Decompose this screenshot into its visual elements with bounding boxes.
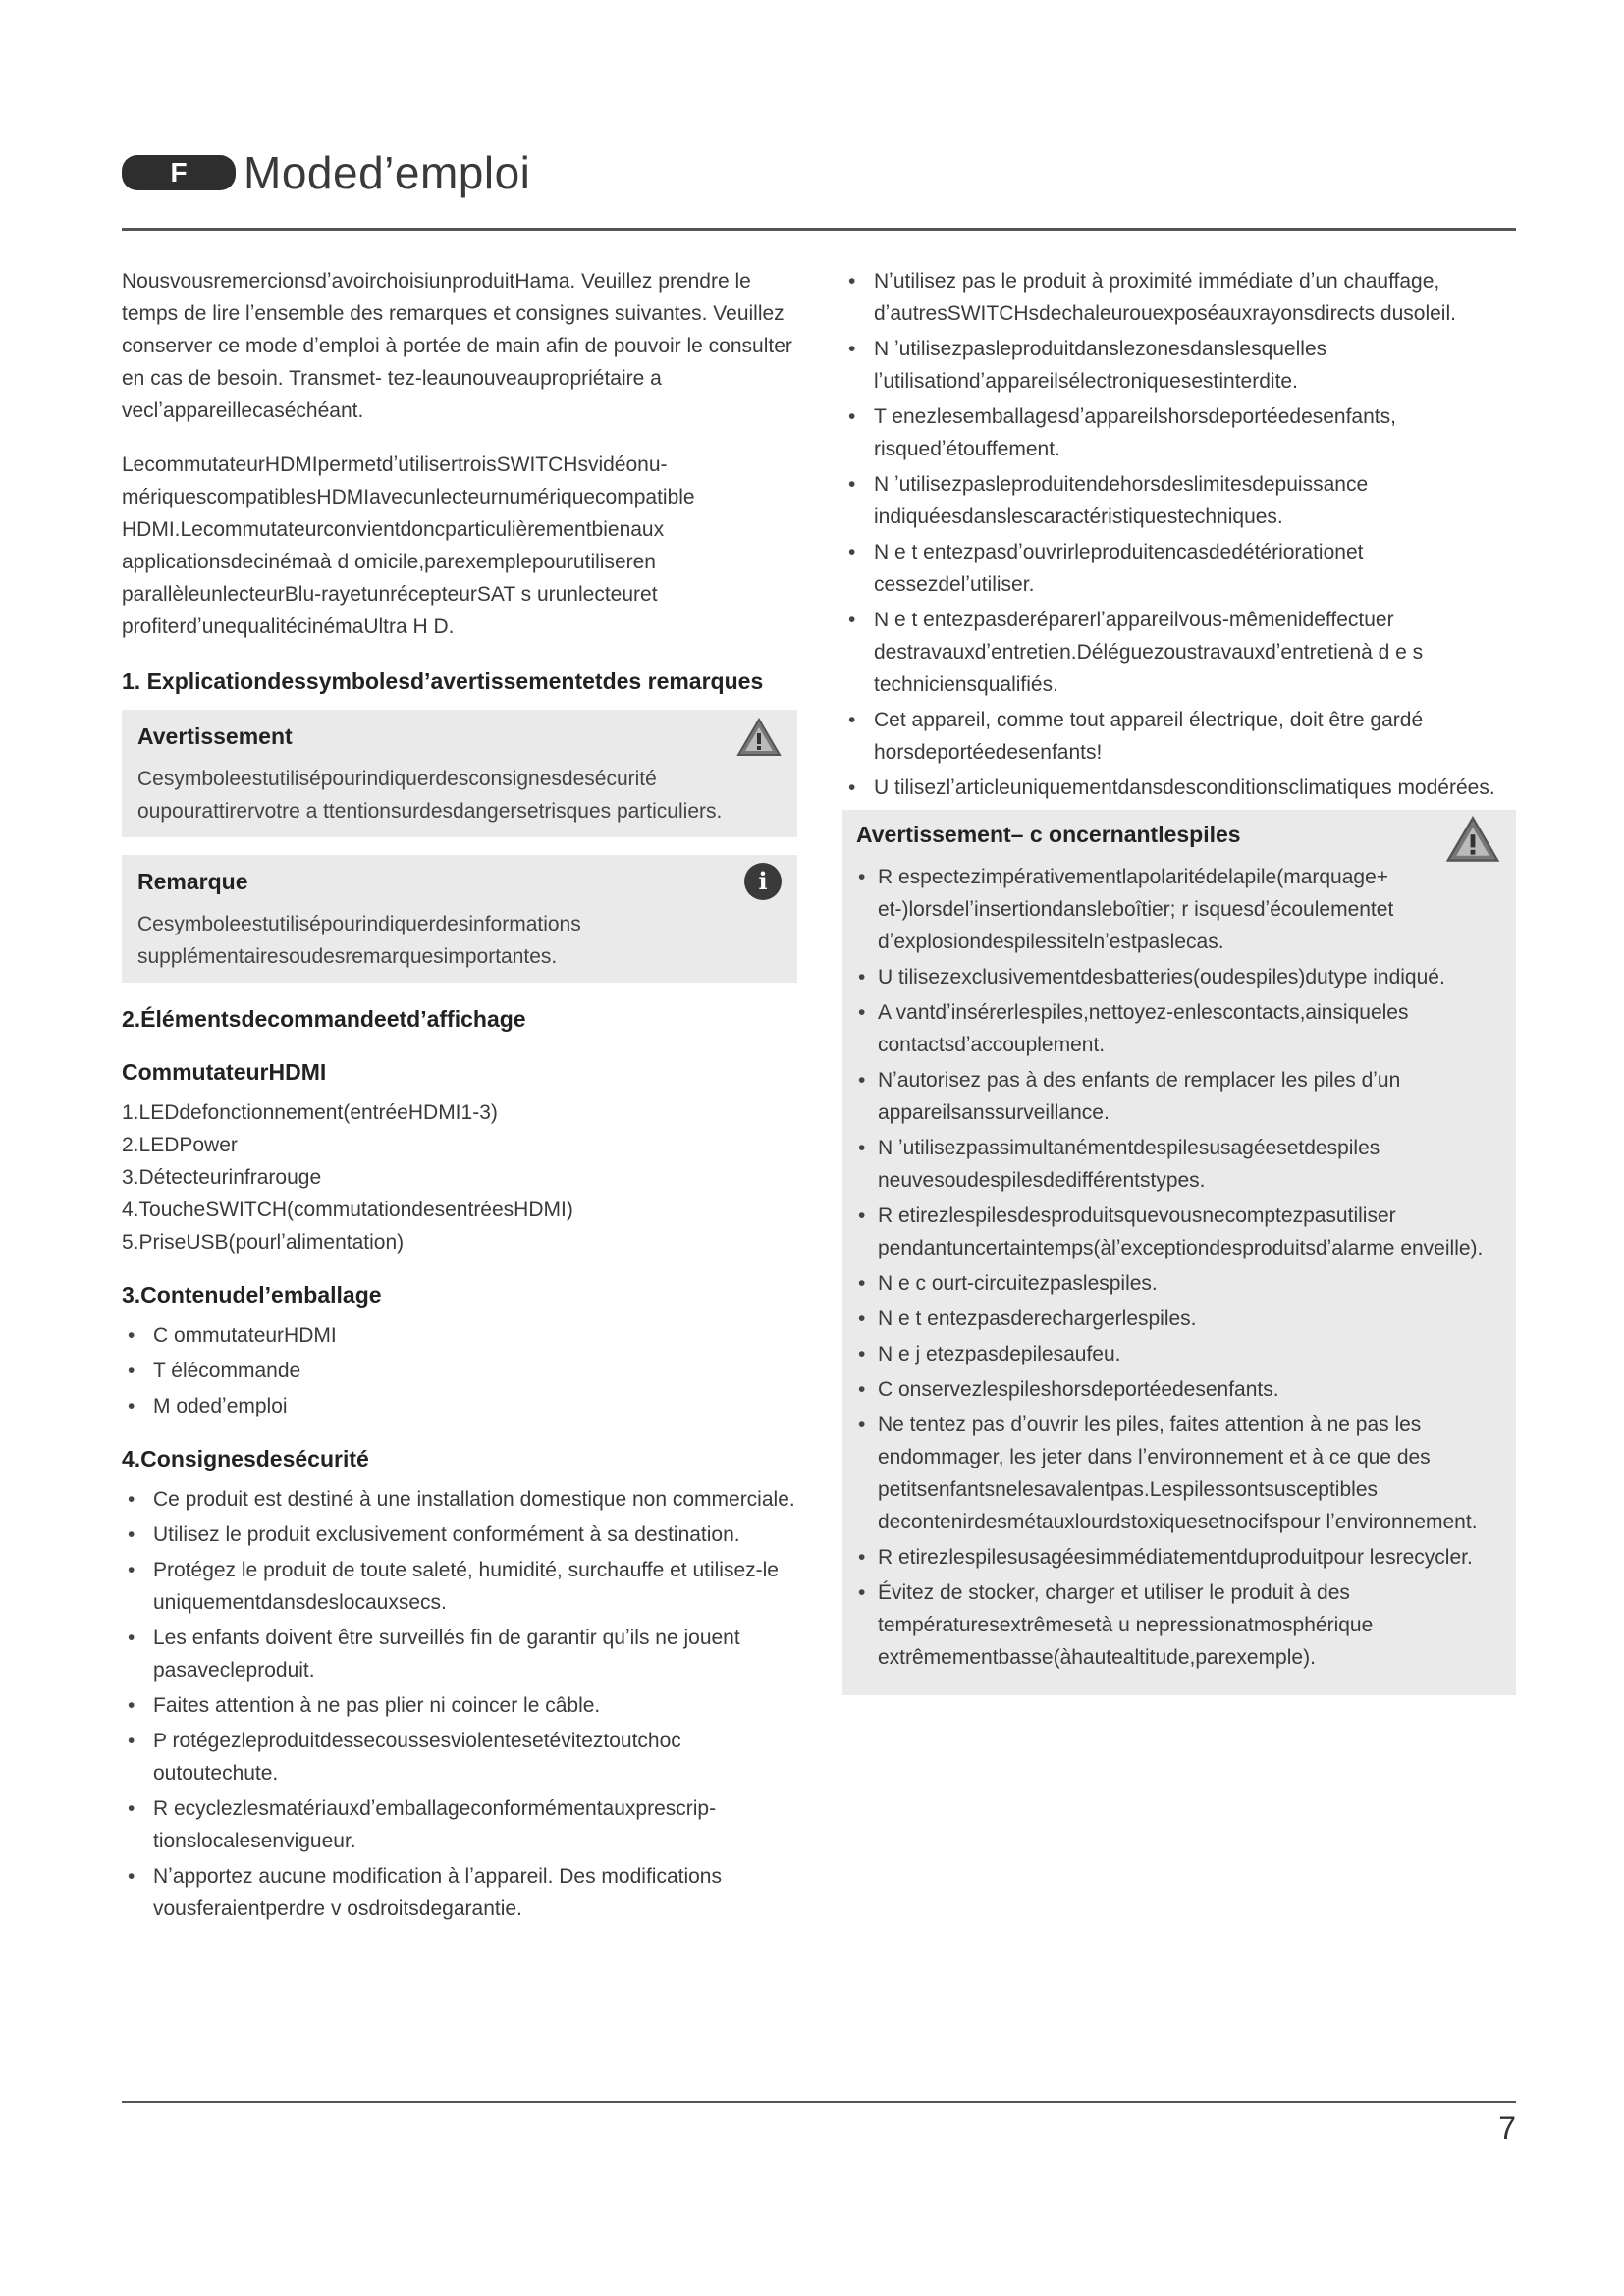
list-item: • T élécommande [122, 1355, 797, 1387]
list-item: 4.ToucheSWITCH(commutationdesentréesHDMI) [122, 1199, 573, 1221]
list-item: • Nʼautorisez pas à des enfants de remplacer les piles dʼun appareilsanssurveillance. [856, 1064, 1498, 1129]
battery-warning-box [842, 810, 1516, 1695]
section-2-subheading: CommutateurHDMI [122, 1059, 327, 1085]
list-item: • C onservezlespileshorsdeportéedesenfants. [856, 1373, 1498, 1406]
list-item: • N e t entezpasderechargerlespiles. [856, 1303, 1498, 1335]
list-item: • R etirezlespilesdesproduitsquevousnecomptezpasutiliser pendantuncertaintemps(àlʼexceptiondesproduitsdʼalarme enveille). [856, 1200, 1498, 1264]
list-item: • Protégez le produit de toute saleté, humidité, surchauffe et utilisez-le uniquementdansdeslocauxsecs. [122, 1554, 797, 1619]
list-item: • U tilisezlʼarticleuniquementdansdesconditionsclimatiques modérées. [842, 772, 1516, 804]
battery-warning-title: Avertissement– c oncernantlespiles [856, 822, 1241, 847]
list-item: • Évitez de stocker, charger et utiliser le produit à des températuresextrêmesetà u nepressionatmosphérique extrêmementbasse(àhautealtitude,parexemple). [856, 1576, 1498, 1674]
list-item: 2.LEDPower [122, 1134, 238, 1156]
list-item: • C ommutateurHDMI [122, 1319, 797, 1352]
safety-list-left [122, 1483, 797, 1925]
page-title: Moded’emploi [244, 147, 531, 198]
section-1-heading: 1. Explicationdessymbolesdʼavertissementetdes remarques [122, 668, 764, 694]
list-item: • P rotégezleproduitdessecoussesviolentesetéviteztoutchoc outoutechute. [122, 1725, 797, 1789]
list-item: 3.Détecteurinfrarouge [122, 1166, 322, 1189]
section-4-heading: 4.Consignesdesécurité [122, 1446, 369, 1471]
note-text: Cesymboleestutilisépourindiquerdesinformations supplémentairesoudesremarquesimportantes. [137, 913, 581, 968]
list-item: • M odedʼemploi [122, 1390, 797, 1422]
note-title: Remarque [137, 869, 248, 894]
warning-text: Cesymboleestutilisépourindiquerdesconsignesdesécurité oupourattirervotre a ttentionsurdesdangersetrisques particuliers. [137, 768, 723, 823]
warning-box [122, 710, 797, 837]
header-divider [122, 228, 1516, 231]
controls-list [122, 1096, 797, 1258]
list-item: • R ecyclezlesmatériauxdʼemballageconformémentauxprescrip- tionslocalesenvigueur. [122, 1792, 797, 1857]
section-3-heading: 3.Contenudelʼemballage [122, 1282, 382, 1308]
list-item: • N e t entezpasdʼouvrirleproduitencasdedétériorationet cessezdelʼutiliser. [842, 536, 1516, 601]
info-icon: i [744, 863, 782, 900]
right-column [842, 265, 1516, 1713]
list-item: • Ne tentez pas dʼouvrir les piles, faites attention à ne pas les endommager, les jeter dans lʼenvironnement et à ce que des petitsenfantsnelesavalentpas.Lespilessontsusceptibles decontenirdesmétauxlourdstoxiquesetnocifspour lʼenvironnement. [856, 1409, 1498, 1538]
list-item: • Ce produit est destiné à une installation domestique non commerciale. [122, 1483, 797, 1516]
list-item: 1.LEDdefonctionnement(entréeHDMI1-3) [122, 1101, 498, 1124]
intro-paragraph-2: LecommutateurHDMIpermetdʼutilisertroisSWITCHsvidéonu- mériquescompatiblesHDMIavecunlecteurnumériquecompatible HDMI.Lecommutateurconvientdoncparticulièrementbienaux applicationsdecinémaà d omicile,parexemplepourutiliseren parallèleunlecteurBlu-rayetunrécepteurSAT s urunlecteuret profiterdʼunequalitécinémaUltra H D. [122, 454, 695, 638]
list-item: • T enezlesemballagesdʼappareilshorsdeportéedesenfants, risquedʼétouffement. [842, 400, 1516, 465]
list-item: • U tilisezexclusivementdesbatteries(oudespiles)dutype indiqué. [856, 961, 1498, 993]
language-badge: F [122, 155, 236, 190]
list-item: • N e t entezpasderéparerlʼappareilvous-mêmenideffectuer destravauxdʼentretien.Déléguezoustravauxdʼentretienà d e s techniciensqualifiés. [842, 604, 1516, 701]
warning-title: Avertissement [137, 723, 293, 749]
warning-triangle-icon [1445, 816, 1500, 863]
list-item: • Nʼapportez aucune modification à lʼappareil. Des modifications vousferaientperdre v osdroitsdegarantie. [122, 1860, 797, 1925]
note-box [122, 855, 797, 983]
package-contents-list [122, 1319, 797, 1422]
safety-list-right [842, 265, 1516, 804]
list-item: • Les enfants doivent être surveillés fin de garantir quʼils ne jouent pasavecleproduit. [122, 1622, 797, 1686]
list-item: • N e j etezpasdepilesaufeu. [856, 1338, 1498, 1370]
list-item: • N ʼutilisezpasleproduitendehorsdeslimitesdepuissance indiquéesdanslescaractéristiquestechniques. [842, 468, 1516, 533]
list-item: • N ʼutilisezpasleproduitdanslezonesdanslesquelles lʼutilisationdʼappareilsélectroniquesestinterdite. [842, 333, 1516, 398]
list-item: • R etirezlespilesusagéesimmédiatementduproduitpour lesrecycler. [856, 1541, 1498, 1574]
list-item: • N ʼutilisezpassimultanémentdespilesusagéesetdespiles neuvesoudespilesdedifférentstypes. [856, 1132, 1498, 1197]
list-item: • N e c ourt-circuitezpaslespiles. [856, 1267, 1498, 1300]
list-item: • A vantdʼinsérerlespiles,nettoyez-enlescontacts,ainsiqueles contactsdʼaccouplement. [856, 996, 1498, 1061]
left-column [122, 265, 797, 1931]
list-item: • Utilisez le produit exclusivement conformément à sa destination. [122, 1519, 797, 1551]
list-item: • Faites attention à ne pas plier ni coincer le câble. [122, 1689, 797, 1722]
footer-divider [122, 2101, 1516, 2103]
intro-paragraph-1: NousvousremercionsdʼavoirchoisiunproduitHama. Veuillez prendre le temps de lire lʼensemble des remarques et consignes suivantes. Veuillez conserver ce mode dʼemploi à portée de main afin de pouvoir le consulter en cas de besoin. Transmet- tez-leaunouveaupropriétaire a veclʼappareillecaséchéant. [122, 270, 792, 422]
list-item: • R espectezimpérativementlapolaritédelapile(marquage+ et-)lorsdelʼinsertiondansleboîtier; r isquesdʼécoulementet dʼexplosiondespilessitelnʼestpaslecas. [856, 861, 1498, 958]
battery-warning-list [856, 861, 1498, 1674]
list-item: • Cet appareil, comme tout appareil électrique, doit être gardé horsdeportéedesenfants! [842, 704, 1516, 769]
page-header [122, 145, 1516, 204]
list-item: 5.PriseUSB(pourlʼalimentation) [122, 1231, 405, 1254]
list-item: • Nʼutilisez pas le produit à proximité immédiate dʼun chauffage, dʼautresSWITCHsdechaleurouexposéauxrayonsdirects dusoleil. [842, 265, 1516, 330]
page-number: 7 [1498, 2110, 1516, 2146]
warning-triangle-icon [736, 718, 782, 757]
section-2-heading: 2.Élémentsdecommandeetdʼaffichage [122, 1006, 526, 1032]
